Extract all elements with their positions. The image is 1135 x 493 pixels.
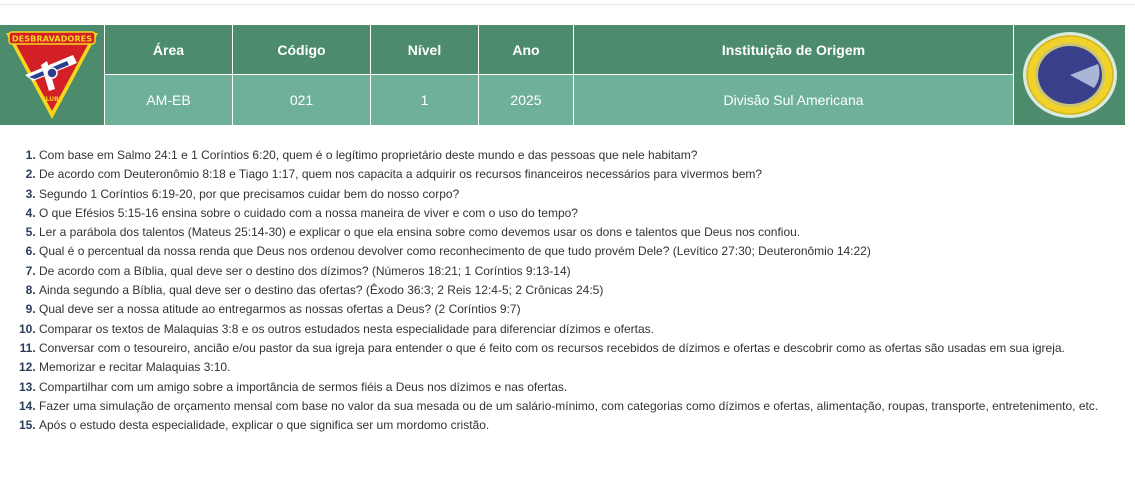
value-level: 1	[371, 75, 479, 125]
specialty-header	[0, 25, 1125, 125]
list-item: 8. Ainda segundo a Bíblia, qual deve ser o destino das ofertas? (Êxodo 36:3; 2 Reis 12:4-5; 2 Crônicas 24:5)	[39, 281, 1127, 300]
list-item: 14. Fazer uma simulação de orçamento mensal com base no valor da sua mesada ou de um salário-mínimo, com categorias como dízimos e ofertas, alimentação, roupas, transporte, entretenimento, etc.	[39, 397, 1127, 416]
list-item: 15. Após o estudo desta especialidade, explicar o que significa ser um mordomo cristão.	[39, 416, 1127, 435]
requirements-list	[0, 146, 1127, 435]
list-item: 7. De acordo com a Bíblia, qual deve ser o destino dos dízimos? (Números 18:21; 1 Coríntios 9:13-14)	[39, 262, 1127, 281]
value-institution: Divisão Sul Americana	[574, 75, 1014, 125]
list-item: 2. De acordo com Deuteronômio 8:18 e Tiago 1:17, quem nos capacita a adquirir os recursos financeiros necessários para vivermos bem?	[39, 165, 1127, 184]
logo-top-text: DESBRAVADORES	[11, 33, 93, 44]
header-year: Ano	[479, 25, 574, 74]
list-item: 4. O que Efésios 5:15-16 ensina sobre o cuidado com a nossa maneira de viver e com o uso do tempo?	[39, 204, 1127, 223]
list-item: 11. Conversar com o tesoureiro, ancião e/ou pastor da sua igreja para entender o que é feito com os recursos recebidos de dízimos e ofertas e descobrir como as ofertas são usadas em sua igreja.	[39, 339, 1127, 358]
pathfinder-logo-icon	[3, 27, 101, 123]
value-year: 2025	[479, 75, 574, 125]
list-item: 1. Com base em Salmo 24:1 e 1 Coríntios 6:20, quem é o legítimo proprietário deste mundo e das pessoas que nele habitam?	[39, 146, 1127, 165]
list-item: 10. Comparar os textos de Malaquias 3:8 e os outros estudados nesta especialidade para diferenciar dízimos e ofertas.	[39, 320, 1127, 339]
header-code: Código	[233, 25, 371, 74]
table-value-row	[105, 75, 1014, 125]
info-table	[105, 25, 1014, 125]
patch-badge-icon	[1021, 30, 1119, 120]
list-item: 9. Qual deve ser a nossa atitude ao entregarmos as nossas ofertas a Deus? (2 Coríntios 9:7)	[39, 300, 1127, 319]
header-area: Área	[105, 25, 233, 74]
table-header-row	[105, 25, 1014, 75]
badge-cell	[1014, 25, 1125, 125]
list-item: 13. Compartilhar com um amigo sobre a importância de sermos fiéis a Deus nos dízimos e nas ofertas.	[39, 378, 1127, 397]
top-divider	[0, 4, 1135, 5]
header-level: Nível	[371, 25, 479, 74]
list-item: 6. Qual é o percentual da nossa renda que Deus nos ordenou devolver como reconhecimento de que tudo provém Dele? (Levítico 27:30; Deuteronômio 14:22)	[39, 242, 1127, 261]
list-item: 12. Memorizar e recitar Malaquias 3:10.	[39, 358, 1127, 377]
header-institution: Instituição de Origem	[574, 25, 1014, 74]
logo-bottom-text: CLUBE	[41, 96, 63, 103]
logo-cell	[0, 25, 105, 125]
list-item: 3. Segundo 1 Coríntios 6:19-20, por que precisamos cuidar bem do nosso corpo?	[39, 185, 1127, 204]
value-area: AM-EB	[105, 75, 233, 125]
list-item: 5. Ler a parábola dos talentos (Mateus 25:14-30) e explicar o que ela ensina sobre como devemos usar os dons e talentos que Deus nos confiou.	[39, 223, 1127, 242]
value-code: 021	[233, 75, 371, 125]
